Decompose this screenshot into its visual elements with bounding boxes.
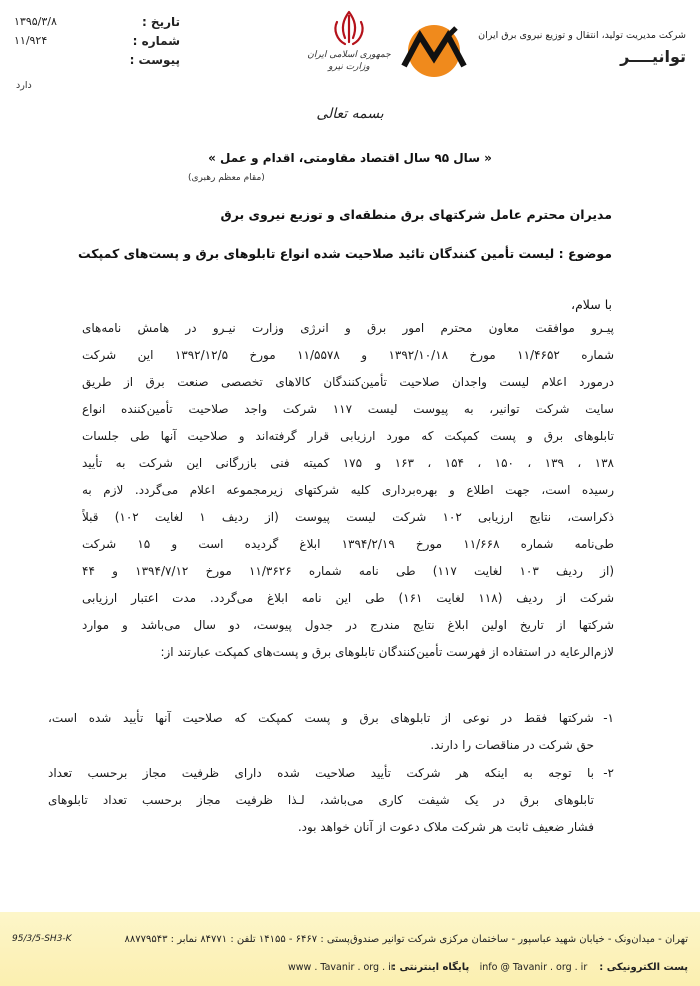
list-item bbox=[48, 705, 614, 759]
email-link[interactable]: info @ Tavanir . org . ir bbox=[479, 962, 588, 973]
body-paragraph bbox=[82, 315, 614, 666]
attach-label: پیوست : bbox=[129, 52, 180, 67]
list-item-text bbox=[48, 760, 594, 841]
company-full-name: شرکت مدیریت تولید، انتقال و توزیع نیروی برق ایران bbox=[478, 30, 686, 41]
body-line: درمورد اعلام لیست واجدان صلاحیت تأمین‌کنندگان کالاهای تخصصی صنعت برق از طریق bbox=[82, 375, 614, 389]
meta-number-row bbox=[10, 31, 180, 50]
year-slogan: « سال ۹۵ سال اقتصاد مقاومتی، اقدام و عمل » bbox=[208, 151, 492, 165]
body-line: ذکراست، نتایج ارزیابی ۱۰۲ شرکت لیست پیوست (از ردیف ۱ لغایت ۱۰۲) قبلاً bbox=[82, 510, 614, 524]
attach-value: دارد bbox=[16, 80, 32, 91]
body-line: ۱۳۸ ، ۱۳۹ ، ۱۵۰ ، ۱۵۴ ، ۱۶۳ و ۱۷۵ کمیته فنی بازرگانی این شرکت به تأیید bbox=[82, 456, 614, 470]
meta-attach-row bbox=[10, 50, 180, 69]
list-item-text bbox=[48, 705, 594, 759]
body-line: شرکت از ردیف (۱۱۸ لغایت ۱۶۱) طی این نامه ابلاغ می‌گردد. مدت اعتبار ارزیابی bbox=[82, 591, 614, 605]
iran-emblem-icon bbox=[329, 8, 369, 50]
company-text bbox=[478, 30, 686, 66]
item-line: شرکتها فقط در نوعی از تابلوهای برق و پست کمپکت که صلاحیت آنها تأیید شده است، bbox=[48, 711, 594, 725]
body-line: لازم‌الرعایه در استفاده از فهرست تأمین‌کنندگان تابلوهای برق و پست‌های کمپکت عبارتند از: bbox=[160, 645, 614, 659]
item-line: حق شرکت در مناقصات را دارند. bbox=[430, 738, 594, 752]
number-label: شماره : bbox=[132, 33, 180, 48]
footer-doc-code: 95/3/5-SH3-K bbox=[12, 934, 72, 944]
item-line: با توجه به اینکه هر شرکت تأیید صلاحیت شده دارای ظرفیت مجاز برحسب تعداد bbox=[48, 766, 594, 780]
body-line: رسیده است، جهت اطلاع و بهره‌برداری کلیه شرکتهای زیرمجموعه اعلام می‌گردد. لازم به bbox=[82, 483, 614, 497]
state-emblem-block bbox=[306, 8, 392, 73]
greeting: با سلام، bbox=[571, 297, 612, 312]
body-line: پیـرو موافقت معاون محترم امور برق و انرژی وزارت نیـرو در هامش نامه‌های bbox=[82, 321, 614, 335]
body-line: شرکتها از تاریخ اولین ابلاغ نتایج مندرج در جدول پیوست، دو سال می‌باشد و موارد bbox=[82, 618, 614, 632]
number-value: ۱۱/۹۲۴ bbox=[14, 34, 48, 47]
email-label: پست الکترونیکی : bbox=[599, 962, 688, 973]
letterhead bbox=[0, 0, 700, 100]
item-line: تابلوهای برق در یک شیفت کاری می‌باشد، لـذا ظرفیت مجاز برحسب تعداد تابلوهای bbox=[48, 793, 594, 807]
body-line: طی‌نامه شماره ۱۱/۶۶۸ مورخ ۱۳۹۴/۲/۱۹ ابلاغ گردیده است و ۱۵ شرکت bbox=[82, 537, 614, 551]
list-item-number: ۱- bbox=[603, 711, 614, 725]
body-line: سایت شرکت توانیر، به پیوست لیست ۱۱۷ شرکت واجد صلاحیت تأمین‌کننده انواع bbox=[82, 402, 614, 416]
emblem-ministry: وزارت نیرو bbox=[328, 61, 370, 72]
tavanir-logo-icon bbox=[398, 22, 470, 80]
letter-meta bbox=[10, 12, 180, 69]
list-item bbox=[48, 760, 614, 841]
subject-line: موضوع : لیست تأمین کنندگان تائید صلاحیت شده انواع تابلوهای برق و پست‌های کمپکت bbox=[78, 246, 612, 261]
emblem-country: جمهوری اسلامی ایران bbox=[307, 50, 391, 60]
company-logo-block bbox=[398, 22, 686, 80]
date-label: تاریخ : bbox=[141, 14, 180, 29]
website-label: پایگاه اینترنتی : bbox=[392, 962, 470, 973]
footer-address: تهران - میدان‌ونک - خیابان شهید عباسپور - ساختمان مرکزی شرکت توانیر صندوق‌پستی : ۶۴۶۷ - ۱۴۱۵۵ تلفن : ۸۴۷۷۱ نمابر : ۸۸۷۷۹۵۴۳ bbox=[124, 934, 688, 945]
letterhead-footer bbox=[0, 912, 700, 986]
addressee: مدیران محترم عامل شرکتهای برق منطقه‌ای و توزیع نیروی برق bbox=[220, 207, 612, 222]
date-value: ۱۳۹۵/۳/۸ bbox=[14, 15, 57, 28]
list-item-number: ۲- bbox=[603, 766, 614, 780]
bismillah: بسمه تعالی bbox=[316, 106, 384, 122]
body-line: تابلوهای برق و پست کمپکت که مورد ارزیابی قرار گرفته‌اند و صلاحیت آنها طی جلسات bbox=[82, 429, 614, 443]
body-line: شماره ۱۱/۴۶۵۲ مورخ ۱۳۹۲/۱۰/۱۸ و ۱۱/۵۵۷۸ مورخ ۱۳۹۲/۱۲/۵ این شرکت bbox=[82, 348, 614, 362]
item-line: فشار ضعیف ثابت هر شرکت ملاک دعوت از آنان خواهد بود. bbox=[297, 820, 594, 834]
website-link[interactable]: www . Tavanir . org . ir bbox=[288, 962, 395, 973]
body-line: (از ردیف ۱۰۳ لغایت ۱۱۷) طی نامه شماره ۱۱/۳۶۲۶ مورخ ۱۳۹۴/۷/۱۲ و ۴۴ bbox=[82, 564, 614, 578]
meta-date-row bbox=[10, 12, 180, 31]
company-short-name: توانیــــر bbox=[620, 47, 686, 66]
footer-email-row bbox=[480, 962, 688, 973]
slogan-source: (مقام معظم رهبری) bbox=[188, 173, 265, 183]
